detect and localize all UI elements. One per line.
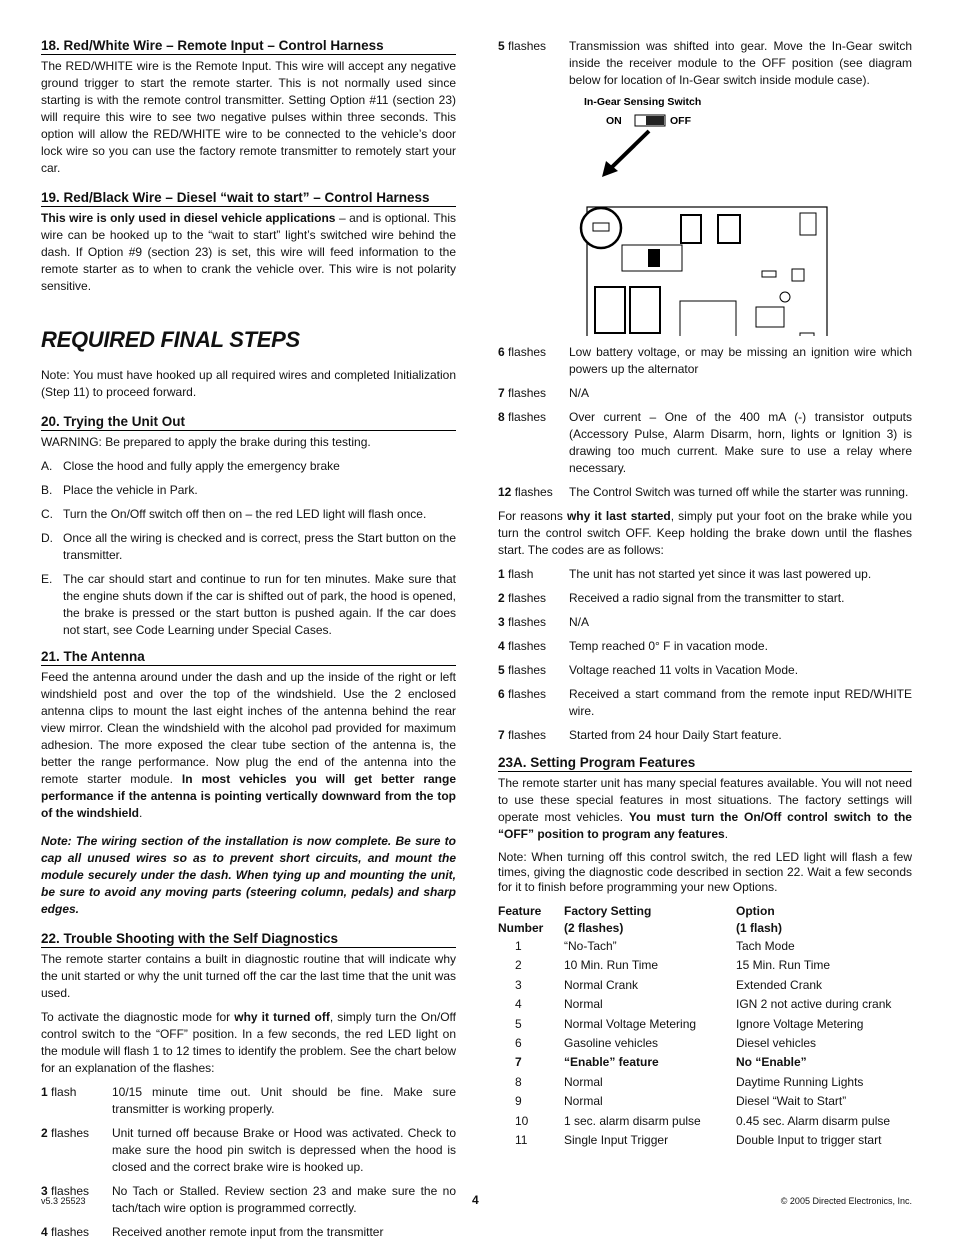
off-code-5 (498, 38, 912, 89)
flash-word: flash (47, 1085, 77, 1099)
feature-row (498, 995, 891, 1014)
p2-a: To activate the diagnostic mode for (41, 1010, 235, 1024)
flash-word: flash (504, 567, 534, 581)
feature-row (498, 956, 891, 975)
section-21-body (41, 669, 456, 822)
flash-code-row (498, 566, 912, 583)
section-19-body (41, 210, 456, 295)
flash-word: flashes (511, 485, 553, 499)
p2-bold: why it turned off (234, 1010, 330, 1024)
option-setting: Ignore Voltage Metering (736, 1016, 864, 1031)
flash-word: flashes (504, 386, 547, 400)
flash-word: flashes (504, 728, 547, 742)
feature-row (498, 1053, 891, 1072)
flash-code-row (498, 484, 912, 501)
factory-setting: Normal (564, 1074, 603, 1089)
factory-setting: Normal (564, 997, 603, 1012)
flash-word: flashes (504, 591, 547, 605)
flash-number: 8 (498, 410, 505, 424)
flash-code-row (498, 38, 912, 89)
option-setting: Extended Crank (736, 977, 823, 992)
feature-row (498, 1034, 891, 1053)
flash-description: Low battery voltage, or may be missing an ignition wire which powers up the alternator (569, 345, 912, 376)
flash-description: 10/15 minute time out. Unit should be fine. Make sure transmitter is working properly. (112, 1085, 456, 1116)
flash-number: 12 (498, 485, 512, 499)
flash-code-row (498, 590, 912, 607)
feature-row (498, 1092, 891, 1111)
step-letter: D. (41, 531, 53, 545)
option-setting: IGN 2 not active during crank (736, 997, 892, 1012)
left-column (41, 38, 456, 1241)
step-text: Close the hood and fully apply the emergency brake (63, 459, 340, 473)
feature-row (498, 1015, 891, 1034)
step-item (41, 571, 456, 639)
feature-number: 4 (515, 997, 522, 1012)
step-letter: B. (41, 483, 53, 497)
flash-description: Received a radio signal from the transmitter to start. (569, 591, 845, 605)
feature-table (498, 903, 891, 1150)
flash-count (498, 409, 569, 477)
flash-count (498, 385, 569, 402)
feature-number: 5 (515, 1016, 522, 1031)
flash-code-row (41, 1183, 456, 1217)
factory-setting: Normal Crank (564, 977, 639, 992)
flash-description: Temp reached 0° F in vacation mode. (569, 639, 768, 653)
in-gear-switch-diagram (498, 91, 912, 336)
flash-word: flashes (504, 663, 547, 677)
component-4 (780, 292, 790, 302)
right-column (498, 38, 912, 1150)
flash-number: 6 (498, 345, 505, 359)
flash-code-row (498, 638, 912, 655)
feature-rows (498, 937, 891, 1150)
pointer-arrow (610, 131, 649, 169)
step-item (41, 458, 456, 475)
flash-count (498, 686, 569, 720)
factory-setting: “No-Tach” (564, 939, 617, 953)
flash-count (41, 1084, 112, 1118)
flash-count (498, 38, 569, 89)
flash-count (41, 1224, 112, 1241)
off-codes-left (41, 1084, 456, 1241)
flash-description: Unit turned off because Brake or Hood was activated. Check to make sure the hood pin switch is depressed when the hood is closed and the correct brake wire is hooked up. (112, 1126, 456, 1174)
flash-word: flashes (504, 687, 547, 701)
flash-count (498, 727, 569, 744)
switch-slider (646, 116, 664, 125)
flash-word: flashes (47, 1184, 90, 1198)
option-setting: No “Enable” (736, 1055, 807, 1070)
flash-description: N/A (569, 615, 590, 629)
step-text: Once all the wiring is checked and is correct, press the Start button on the transmitter. (63, 531, 456, 562)
step-text: The car should start and continue to run for ten minutes. Make sure that the engine shuts down if the car is shifted out of park, the hood is opened, the brake is pressed or the start button is pushed again. If the car does not start, see Code Learning under Special Cases. (63, 572, 456, 637)
footer-version: v5.3 25523 (41, 1196, 86, 1206)
step-item (41, 482, 456, 499)
section-20-steps (41, 458, 456, 639)
flash-number: 1 (498, 567, 505, 581)
flash-count (41, 1125, 112, 1176)
flash-word: flashes (504, 410, 547, 424)
factory-setting: Normal Voltage Metering (564, 1016, 697, 1031)
feature-number: 10 (515, 1113, 529, 1128)
step-letter: E. (41, 572, 53, 586)
option-setting: Double Input to trigger start (736, 1133, 882, 1148)
section-21-note: Note: The wiring section of the installation is now complete. Be sure to cap all unused wires so as to prevent short circuits, and mount the module securely under the dash. When tying up and mounting the unit, be sure to avoid any moving parts (steering column, pedals) and sharp edges. (41, 834, 456, 916)
section-18-heading: 18. Red/White Wire – Remote Input – Control Harness (41, 38, 456, 55)
switch-on-board (593, 223, 609, 231)
step-item (41, 506, 456, 523)
flash-code-row (41, 1224, 456, 1241)
feature-number: 9 (515, 1094, 522, 1109)
feature-row (498, 976, 891, 995)
required-steps-title: REQUIRED FINAL STEPS (41, 327, 300, 352)
header-feature: Feature Number (498, 904, 544, 935)
p23-bold: You must turn the On/Off control switch to the “OFF” position to program any features (498, 810, 912, 841)
flash-word: flashes (504, 345, 547, 359)
section-23a-note: Note: When turning off this control switch, the red LED light will flash a few times, giving the diagnostic code described in section 22. Wait a few seconds for it to finish before programming your new Options. (498, 850, 912, 894)
p3-a: For reasons (498, 509, 567, 523)
factory-setting: 10 Min. Run Time (564, 958, 659, 973)
feature-table-header (498, 903, 891, 937)
flash-word: flashes (47, 1126, 90, 1140)
component-1 (800, 213, 816, 235)
section-21-text: Feed the antenna around under the dash and up the inside of the right or left windshield post and over the top of the windshield. Use the 2 enclosed antenna clips to mount the last eight inches of the antenna behind the rear view mirror. Clean the windshield with the alcohol pad provided for maximum adhesion. The more exposed the clear tube section of the antenna is, the better the range performance. Now plug the end of the antenna into the remote starter module. (41, 670, 456, 786)
flash-code-row (498, 344, 912, 378)
factory-setting: “Enable” feature (564, 1055, 659, 1070)
p2-c: , simply turn the On/Off control switch to the “OFF” position. In a few seconds, the red LED light on the module will flash 1 to 12 times to identify the problem. See the chart below for an explanation of the flashes: (41, 1010, 456, 1075)
capacitor-fill (648, 249, 660, 267)
step-text: Place the vehicle in Park. (63, 483, 198, 497)
section-23a-p1 (498, 775, 912, 843)
flash-count (498, 662, 569, 679)
component-3 (762, 271, 776, 277)
page-number: 4 (472, 1193, 479, 1207)
option-setting: Tach Mode (736, 939, 795, 953)
step-item (41, 530, 456, 564)
component-2 (792, 269, 804, 281)
step-text: Turn the On/Off switch off then on – the red LED light will flash once. (63, 507, 427, 521)
required-note: Note: You must have hooked up all required wires and completed Initialization (Step 11) to proceed forward. (41, 368, 456, 399)
factory-setting: Single Input Trigger (564, 1133, 669, 1148)
p3-bold: why it last started (566, 509, 671, 523)
flash-count (498, 638, 569, 655)
flash-description: Transmission was shifted into gear. Move the In-Gear switch inside the receiver module to the OFF position (see diagram below for location of In-Gear switch inside module case). (569, 39, 912, 87)
footer-copyright: © 2005 Directed Electronics, Inc. (780, 1196, 912, 1206)
flash-count (498, 566, 569, 583)
flash-number: 3 (498, 615, 505, 629)
feature-number: 2 (515, 958, 522, 973)
feature-number: 11 (515, 1133, 528, 1148)
flash-code-row (498, 727, 912, 744)
step-letter: A. (41, 459, 53, 473)
section-18-body: The RED/WHITE wire is the Remote Input. This wire will accept any negative ground trigger to start the remote starter. This is not normally used since starting is with the remote control transmitter. Setting Option #11 (section 23) will require this wire to see two negative pulses within three seconds. This option will allow the RED/WHITE wire to be connected to the vehicle’s door lock wire so you can use the factory remote transmitter to remotely start your car. (41, 59, 456, 175)
diagram-on-label: ON (606, 115, 622, 127)
flash-number: 5 (498, 663, 505, 677)
diagram-off-label: OFF (670, 115, 691, 127)
feature-row (498, 1112, 891, 1131)
flash-word: flashes (47, 1225, 90, 1239)
option-setting: Daytime Running Lights (736, 1074, 864, 1089)
section-21-heading: 21. The Antenna (41, 649, 456, 666)
option-setting: Diesel “Wait to Start” (736, 1094, 847, 1109)
relay-4 (630, 287, 660, 333)
flash-description: The Control Switch was turned off while the starter was running. (569, 485, 909, 499)
section-19-text: – and is optional. This wire can be hooked up to the “wait to start” light’s switched wire behind the dash. If Option #9 (section 23) is set, this wire will feed information to the remote starter as to when to crank the vehicle over. This wire is not polarity sensitive. (41, 211, 456, 293)
off-codes-right (498, 344, 912, 501)
flash-code-row (498, 385, 912, 402)
flash-count (498, 614, 569, 631)
flash-count (498, 344, 569, 378)
flash-code-row (498, 614, 912, 631)
section-19-heading: 19. Red/Black Wire – Diesel “wait to start” – Control Harness (41, 190, 456, 207)
feature-number: 6 (515, 1036, 522, 1051)
relay-3 (595, 287, 625, 333)
p3-c: , simply put your foot on the brake while you turn the control switch OFF. Keep holding the brake down until the flashes start. The codes are as follows: (498, 509, 912, 557)
factory-setting: 1 sec. alarm disarm pulse (564, 1113, 701, 1128)
flash-description: Over current – One of the 400 mA (-) transistor outputs (Accessory Pulse, Alarm Disarm, horn, lights or Ignition 3) is drawing too much current. Make sure to use a relay where necessary. (569, 410, 912, 475)
section-21-end: . (139, 806, 143, 820)
flash-code-row (41, 1125, 456, 1176)
factory-setting: Gasoline vehicles (564, 1036, 659, 1051)
feature-number: 7 (515, 1055, 522, 1070)
flash-word: flashes (504, 615, 547, 629)
flash-number: 2 (498, 591, 505, 605)
flash-count (498, 484, 569, 501)
p23-c: . (724, 827, 729, 841)
flash-word: flashes (504, 39, 547, 53)
flash-number: 7 (498, 386, 505, 400)
flash-word: flashes (504, 639, 547, 653)
flash-code-row (41, 1084, 456, 1118)
header-option: Option (1 flash) (736, 904, 783, 935)
option-setting: 0.45 sec. Alarm disarm pulse (736, 1113, 891, 1128)
flash-number: 5 (498, 39, 505, 53)
flash-description: Voltage reached 11 volts in Vacation Mode. (569, 663, 799, 677)
flash-number: 7 (498, 728, 505, 742)
section-20-heading: 20. Trying the Unit Out (41, 414, 456, 431)
feature-row (498, 1131, 891, 1150)
flash-number: 1 (41, 1085, 48, 1099)
section-22-intro: The remote starter contains a built in diagnostic routine that will indicate why the unit started or why the unit turned off the car the last time that the unit was used. (41, 952, 456, 1000)
relay-1 (681, 215, 701, 243)
flash-number: 4 (498, 639, 505, 653)
flash-count (498, 590, 569, 607)
flash-description: No Tach or Stalled. Review section 23 and make sure the no tach/tach wire option is programmed correctly. (112, 1184, 456, 1215)
feature-number: 1 (515, 939, 522, 953)
flash-number: 3 (41, 1184, 48, 1198)
feature-number: 3 (515, 977, 522, 992)
option-setting: 15 Min. Run Time (736, 958, 831, 973)
flash-description: Received a start command from the remote input RED/WHITE wire. (569, 687, 912, 718)
component-5 (756, 307, 784, 327)
p23-a: The remote starter unit has many special features available. You will not need to use these special features in most situations. The factory settings will operate most vehicles. (498, 776, 912, 824)
header-factory: Factory Setting (2 flashes) (564, 904, 652, 935)
flash-code-row (498, 409, 912, 477)
section-21-bold: In most vehicles you will get better range performance if the antenna is pointing vertically downward from the top of the windshield (41, 772, 456, 820)
flash-description: Started from 24 hour Daily Start feature. (569, 728, 782, 742)
flash-description: The unit has not started yet since it was last powered up. (569, 567, 872, 581)
section-22-heading: 22. Trouble Shooting with the Self Diagnostics (41, 931, 456, 948)
flash-number: 6 (498, 687, 505, 701)
section-22-p2 (41, 1009, 456, 1077)
feature-row (498, 1073, 891, 1092)
section-20-warning: WARNING: Be prepared to apply the brake during this testing. (41, 435, 371, 449)
chip (680, 301, 736, 336)
diagram-title: In-Gear Sensing Switch (584, 96, 702, 108)
section-23a-heading: 23A. Setting Program Features (498, 755, 912, 772)
relay-2 (718, 215, 740, 243)
feature-row (498, 937, 891, 956)
step-letter: C. (41, 507, 53, 521)
factory-setting: Normal (564, 1094, 603, 1109)
flash-code-row (498, 662, 912, 679)
flash-description: N/A (569, 386, 590, 400)
flash-number: 4 (41, 1225, 48, 1239)
feature-number: 8 (515, 1074, 522, 1089)
flash-number: 2 (41, 1126, 48, 1140)
start-codes (498, 566, 912, 744)
section-22-p3 (498, 508, 912, 559)
flash-code-row (498, 686, 912, 720)
section-19-bold: This wire is only used in diesel vehicle applications (41, 211, 336, 225)
option-setting: Diesel vehicles (736, 1036, 817, 1051)
flash-description: Received another remote input from the transmitter (112, 1225, 384, 1239)
component-6 (800, 333, 814, 336)
